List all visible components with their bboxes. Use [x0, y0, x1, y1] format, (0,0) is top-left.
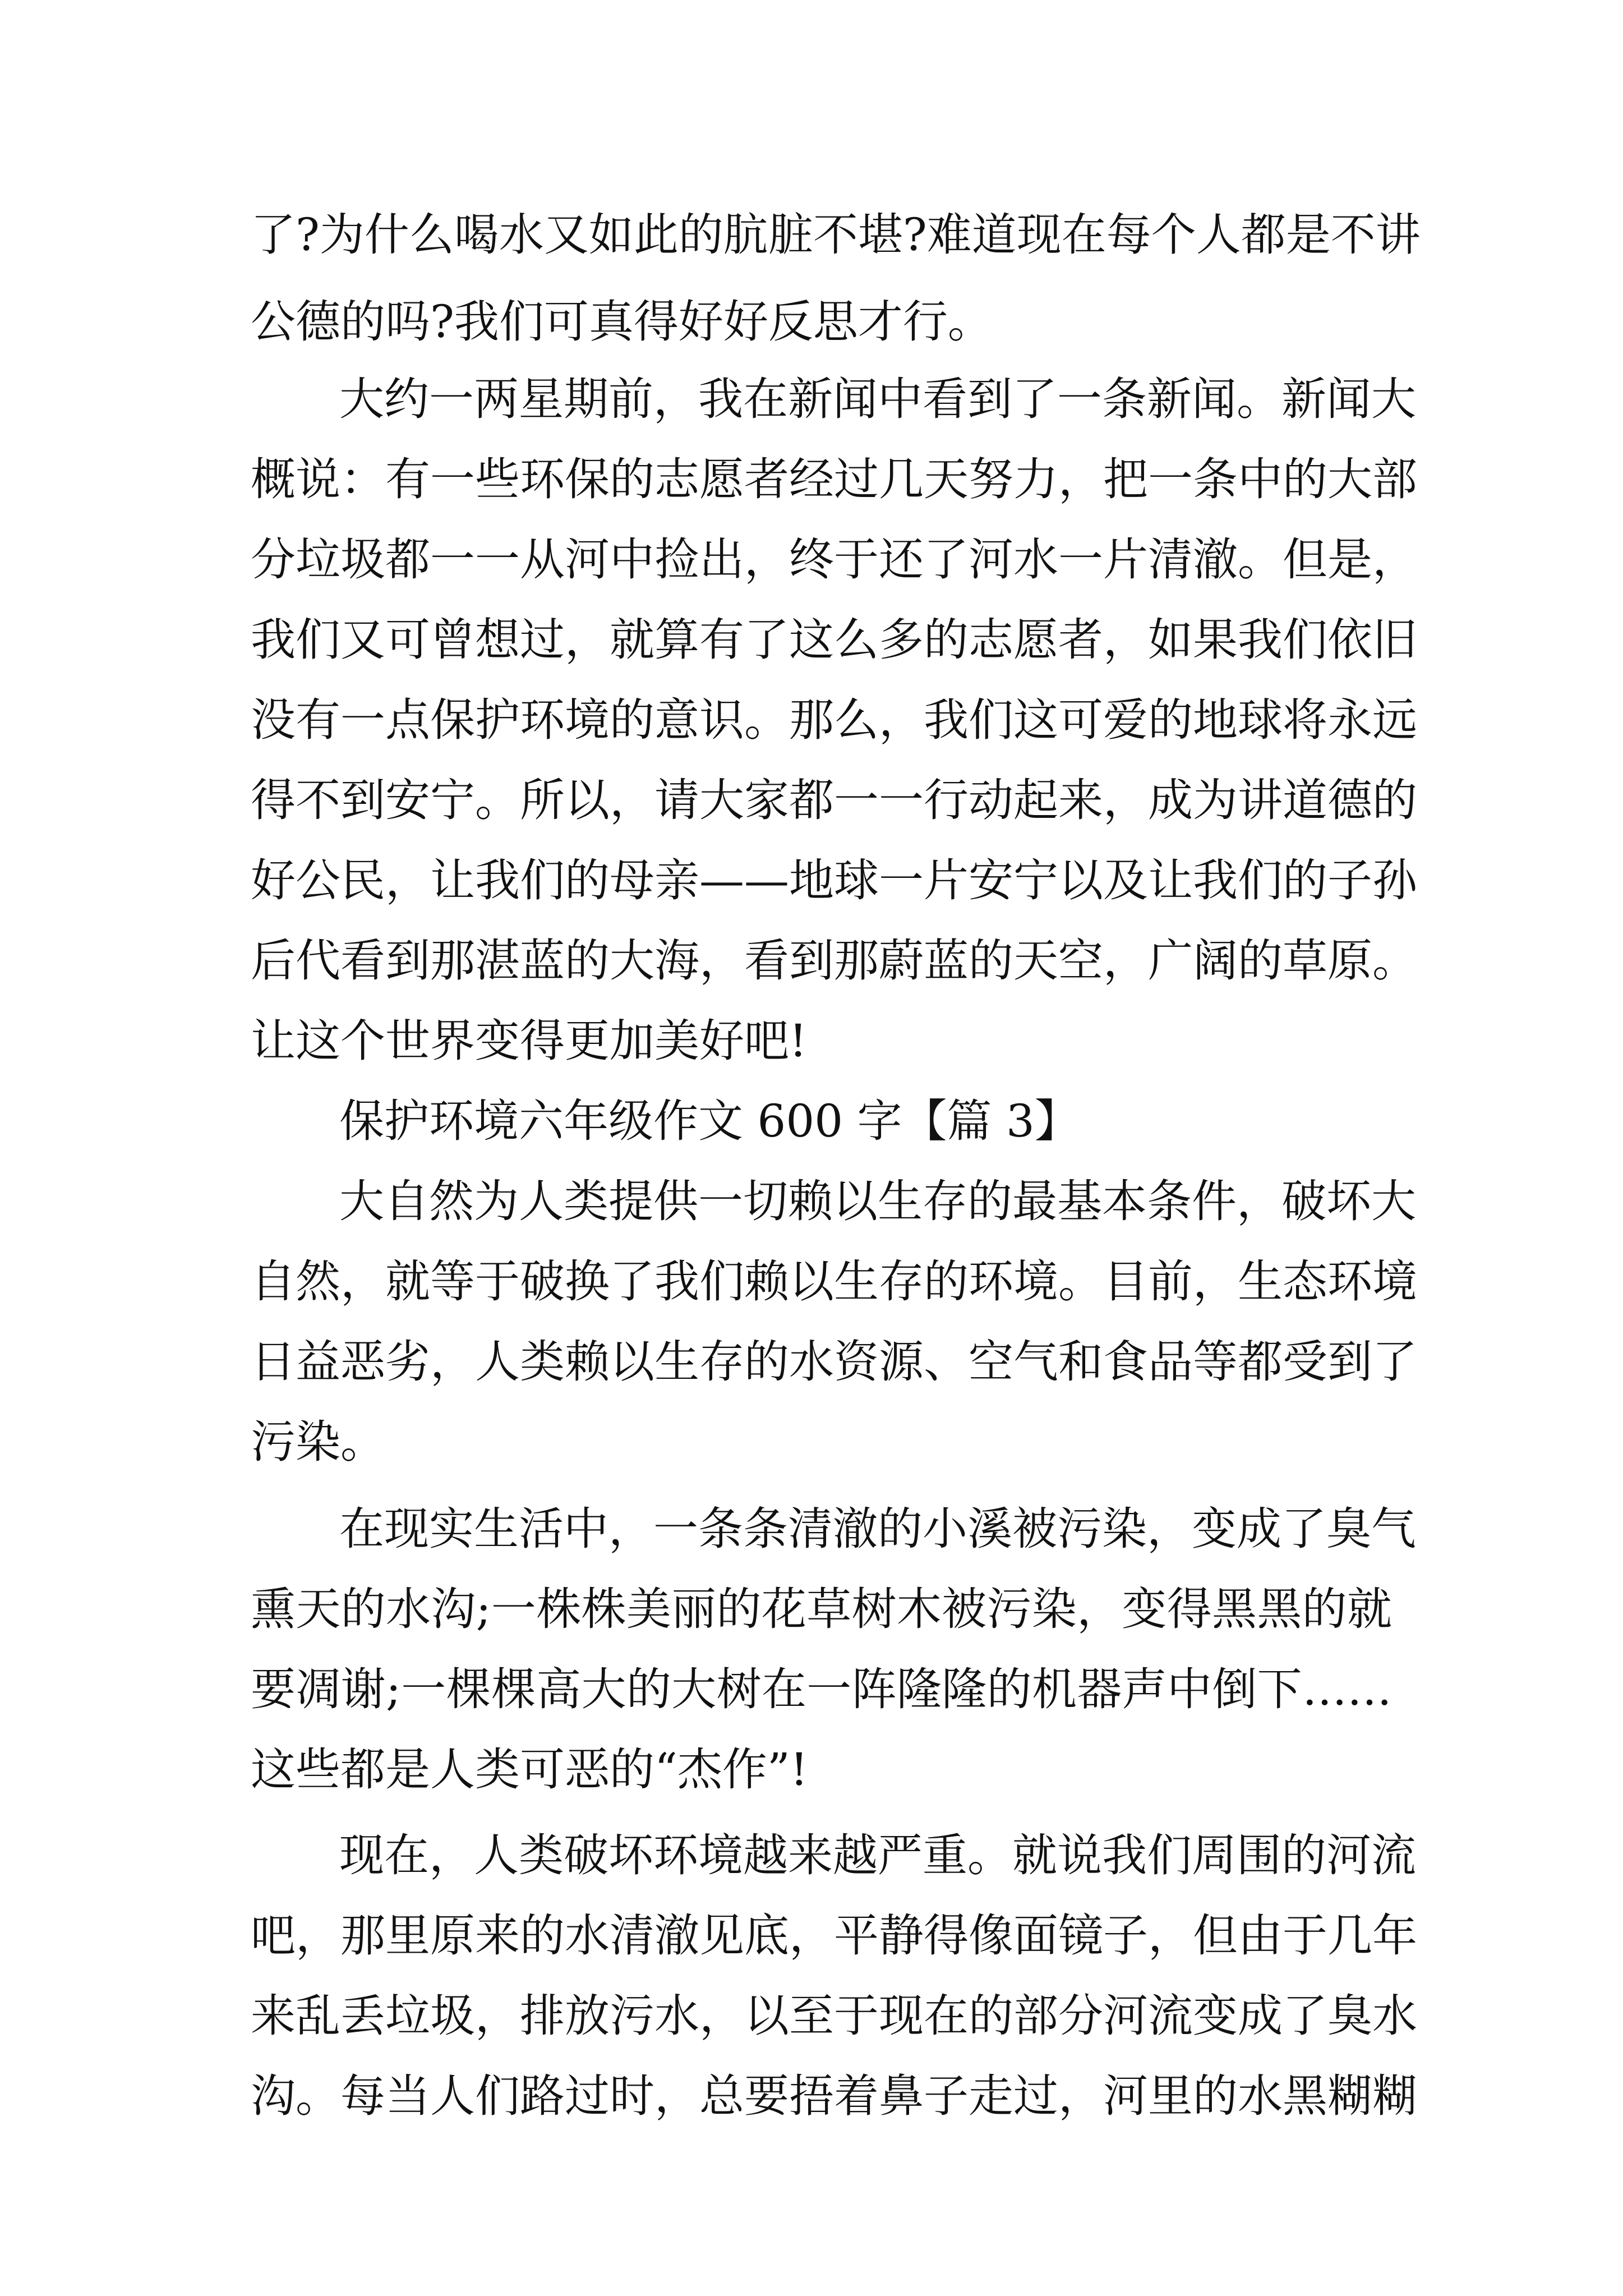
- text-line: 自然，就等于破换了我们赖以生存的环境。目前，生态环境: [251, 1255, 1417, 1308]
- paragraph-first-line: 大约一两星期前，我在新闻中看到了一条新闻。新闻大: [339, 373, 1416, 425]
- paragraph-first-line: 在现实生活中，一条条清澈的小溪被污染，变成了臭气: [339, 1503, 1416, 1555]
- text-line: 我们又可曾想过，就算有了这么多的志愿者，如果我们依旧: [251, 614, 1417, 666]
- text-line: 这些都是人类可恶的“杰作”!: [251, 1743, 808, 1796]
- text-line: 要凋谢;一棵棵高大的大树在一阵隆隆的机器声中倒下……: [251, 1663, 1392, 1715]
- text-line: 来乱丢垃圾，排放污水，以至于现在的部分河流变成了臭水: [251, 1990, 1417, 2042]
- text-line: 公德的吗?我们可真得好好反思才行。: [251, 296, 993, 348]
- text-line: 分垃圾都一一从河中捡出，终于还了河水一片清澈。但是，: [251, 533, 1417, 586]
- text-line: 后代看到那湛蓝的大海，看到那蔚蓝的天空，广阔的草原。: [251, 935, 1417, 987]
- text-line: 了?为什么喝水又如此的肮脏不堪?难道现在每个人都是不讲: [251, 209, 1421, 261]
- paragraph-first-line: 现在，人类破坏环境越来越严重。就说我们周围的河流: [339, 1829, 1416, 1881]
- text-line: 概说：有一些环保的志愿者经过几天努力，把一条中的大部: [251, 453, 1417, 505]
- text-line: 让这个世界变得更加美好吧!: [251, 1015, 808, 1067]
- text-line: 熏天的水沟;一株株美丽的花草树木被污染，变得黑黑的就: [251, 1583, 1392, 1635]
- text-line: 没有一点保护环境的意识。那么，我们这可爱的地球将永远: [251, 694, 1417, 746]
- text-line: 好公民，让我们的母亲——地球一片安宁以及让我们的子孙: [251, 854, 1417, 907]
- section-heading: 保护环境六年级作文 600 字【篇 3】: [339, 1095, 1080, 1147]
- text-line: 沟。每当人们路过时，总要捂着鼻子走过，河里的水黑糊糊: [251, 2070, 1417, 2122]
- text-line: 污染。: [251, 1416, 385, 1468]
- paragraph-first-line: 大自然为人类提供一切赖以生存的最基本条件，破坏大: [339, 1175, 1416, 1227]
- text-line: 日益恶劣，人类赖以生存的水资源、空气和食品等都受到了: [251, 1336, 1417, 1388]
- text-line: 吧，那里原来的水清澈见底，平静得像面镜子，但由于几年: [251, 1910, 1417, 1962]
- text-line: 得不到安宁。所以，请大家都一一行动起来，成为讲道德的: [251, 774, 1417, 826]
